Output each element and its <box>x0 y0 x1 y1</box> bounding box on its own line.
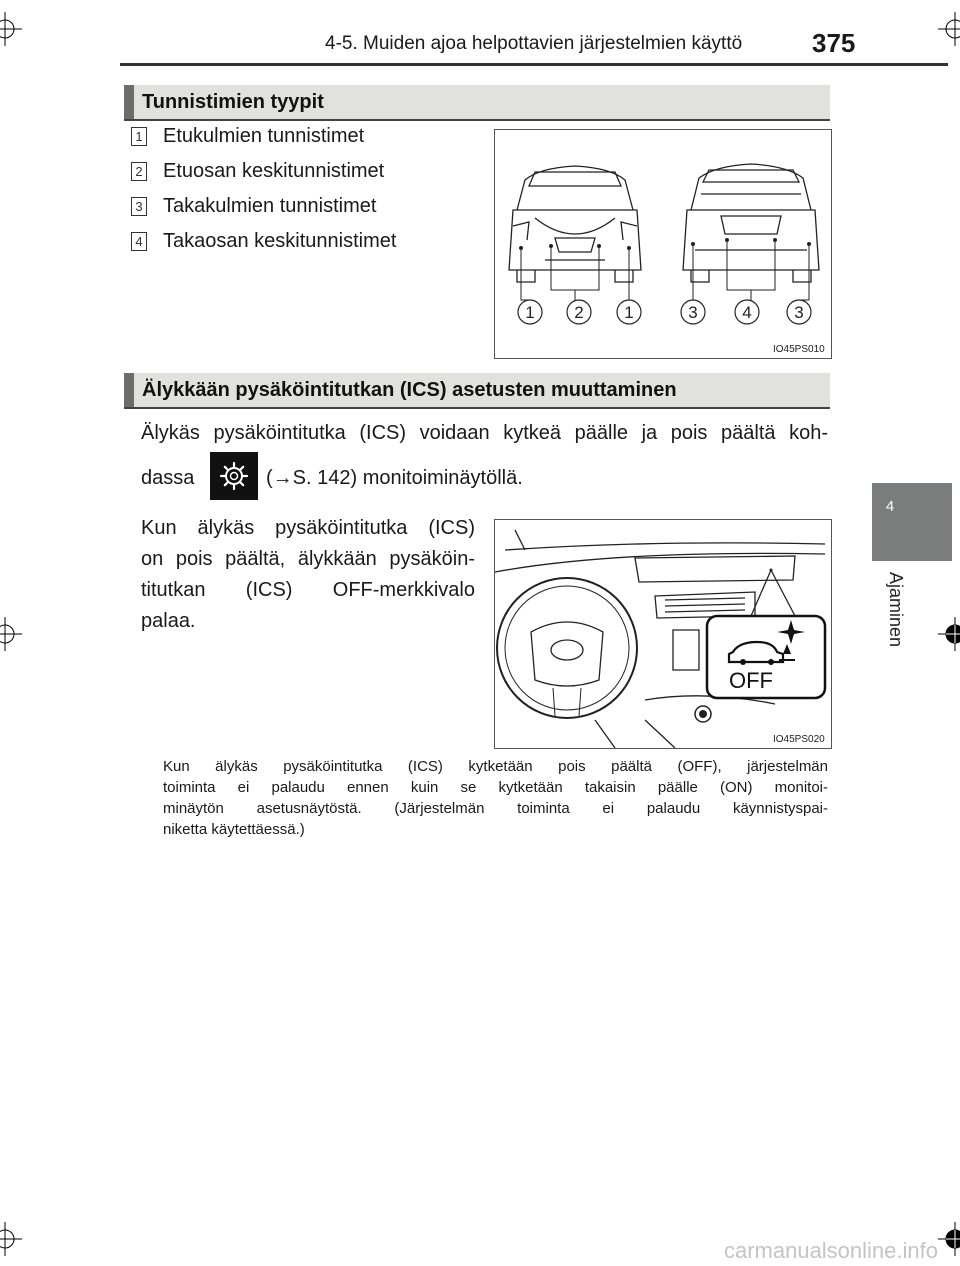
note-line: toiminta ei palaudu ennen kuin se kytketään takaisin päälle (ON) monitoi- <box>163 779 828 796</box>
body-paragraph-line: Kun älykäs pysäköintitutka (ICS) <box>141 517 475 539</box>
note-line: minäytön asetusnäytöstä. (Järjestelmän toiminta ei palaudu käynnistyspai- <box>163 800 828 817</box>
crop-mark-top-left <box>0 12 22 46</box>
note-paragraph <box>163 756 828 840</box>
page-number: 375 <box>812 28 856 58</box>
callout-label: 3 <box>794 303 804 322</box>
heading-bar <box>124 373 134 407</box>
section-heading-text: Älykkään pysäköintitutkan (ICS) asetusten muuttaminen <box>142 379 677 401</box>
dashboard-figure <box>494 519 832 749</box>
callout-label: 4 <box>742 303 752 322</box>
settings-gear-icon <box>210 452 258 500</box>
section-heading-sensor-types <box>124 85 830 121</box>
crop-mark-top-right <box>938 12 960 46</box>
body-paragraph-line: palaa. <box>141 610 196 632</box>
sensor-location-figure <box>494 129 832 359</box>
ics-off-indicator <box>707 616 825 698</box>
figure-code: IO45PS020 <box>773 734 825 745</box>
figure-code: IO45PS010 <box>773 344 825 355</box>
note-line: Kun älykäs pysäköintitutka (ICS) kytketään pois päältä (OFF), järjestelmän <box>163 758 828 775</box>
body-paragraph-text: dassa <box>141 467 195 489</box>
running-header-title: 4-5. Muiden ajoa helpottavien järjestelmien käyttö <box>325 33 743 54</box>
body-paragraph-line: on pois päältä, älykkään pysäköin- <box>141 548 475 570</box>
body-paragraph-line: titutkan (ICS) OFF-merkkivalo <box>141 579 475 601</box>
rear-sensor-dots <box>691 238 811 246</box>
sensor-type-item: Etuosan keskitunnistimet <box>163 160 385 182</box>
front-sensor-dots <box>519 244 631 250</box>
chapter-number: 4 <box>885 498 895 515</box>
crop-mark-mid-left <box>0 617 22 651</box>
callout-label: 1 <box>525 303 535 322</box>
item-number-box: 1 <box>131 127 147 146</box>
chapter-tab <box>872 483 952 561</box>
item-number-box: 3 <box>131 197 147 216</box>
callout-label: 1 <box>624 303 634 322</box>
sensor-type-item: Takakulmien tunnistimet <box>163 195 377 217</box>
center-panel <box>673 630 699 670</box>
header-rule <box>120 63 948 66</box>
chapter-label: Ajaminen <box>886 572 906 648</box>
dashboard-illustration <box>495 520 831 748</box>
car-rear-drawing <box>683 164 819 282</box>
car-front-rear-illustration <box>495 130 831 358</box>
section-heading-text: Tunnistimien tyypit <box>142 91 324 113</box>
crop-mark-bottom-left <box>0 1222 22 1256</box>
callout-label: 3 <box>688 303 698 322</box>
ics-off-text: OFF <box>729 668 773 693</box>
crop-mark-bottom-right <box>938 1222 960 1256</box>
car-front-drawing <box>509 166 641 282</box>
section-heading-ics-settings <box>124 373 830 409</box>
item-number-box: 4 <box>131 232 147 251</box>
sensor-type-item: Takaosan keskitunnistimet <box>163 230 397 252</box>
dash-top-line <box>505 543 825 550</box>
crop-mark-mid-right <box>938 617 960 651</box>
callout-label: 2 <box>574 303 584 322</box>
body-paragraph-text: (→S. 142) monitoiminäytöllä. <box>266 467 523 489</box>
watermark: carmanualsonline.info <box>723 1238 938 1263</box>
heading-bar <box>124 85 134 119</box>
item-number-box: 2 <box>131 162 147 181</box>
zoom-callout-lines <box>751 570 795 616</box>
body-paragraph-line: Älykäs pysäköintitutka (ICS) voidaan kytkeä päälle ja pois päältä koh- <box>141 422 828 444</box>
steering-wheel <box>497 578 637 718</box>
note-line: niketta käytettäessä.) <box>163 821 305 838</box>
sensor-type-item: Etukulmien tunnistimet <box>163 125 365 147</box>
